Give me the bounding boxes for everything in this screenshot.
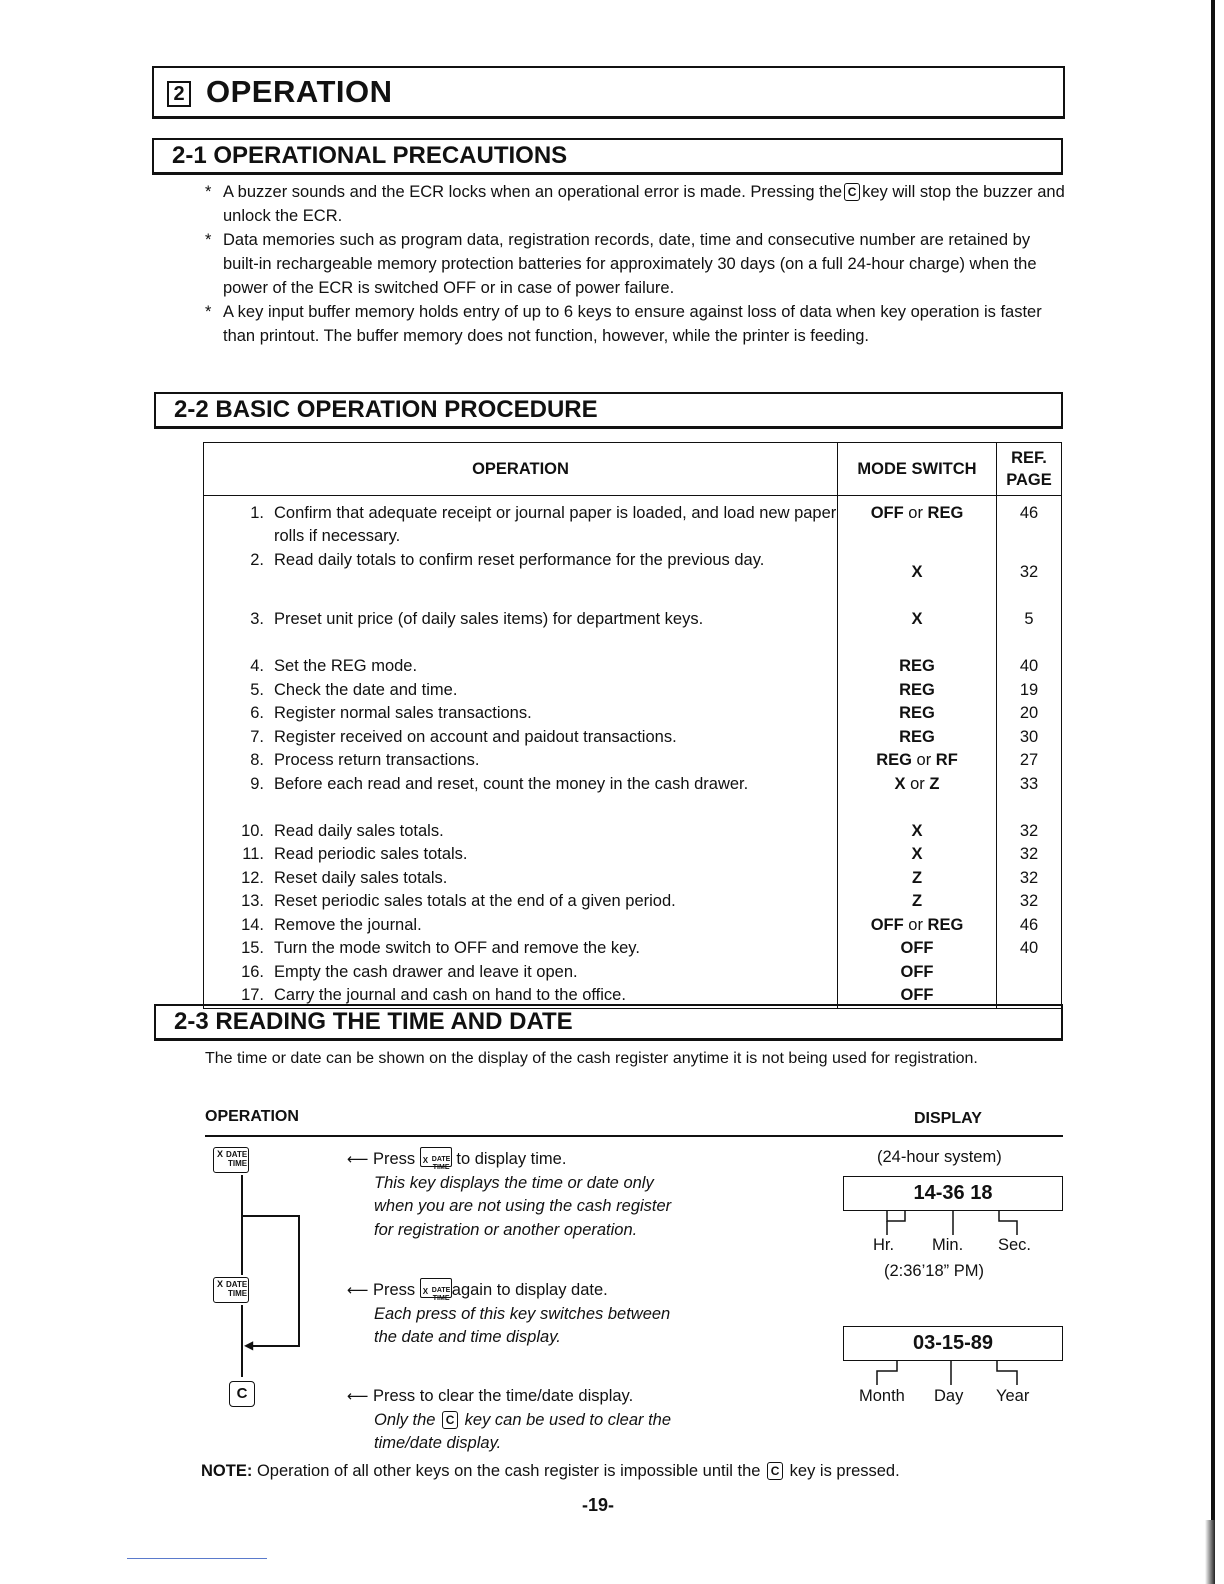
hour-label: Hr. bbox=[873, 1236, 895, 1254]
step-description: Set the REG mode. bbox=[272, 655, 838, 679]
step-description: Reset daily sales totals. bbox=[272, 867, 838, 891]
table-row bbox=[204, 655, 1062, 679]
mode-switch-value: OFF bbox=[838, 937, 997, 961]
date-time-key-icon bbox=[420, 1147, 452, 1171]
key-legend: TIME bbox=[432, 1164, 450, 1171]
mode-option: REG bbox=[927, 915, 964, 934]
mode-or: or bbox=[911, 751, 936, 769]
arrow-left-icon: ⟵ bbox=[347, 1388, 369, 1405]
table-row bbox=[204, 608, 1062, 655]
precaution-text: key will stop the buzzer and unlock the ECR. bbox=[223, 183, 1065, 225]
step-number: 12. bbox=[204, 867, 273, 891]
table-row bbox=[204, 890, 1062, 914]
c-key-icon: C bbox=[844, 183, 860, 201]
minute-label: Min. bbox=[932, 1236, 964, 1254]
step-note: key can be used to clear the time/date display. bbox=[374, 1410, 672, 1452]
step-number: 13. bbox=[204, 890, 273, 914]
ref-page-value: 30 bbox=[997, 726, 1062, 750]
divider bbox=[205, 1135, 1063, 1137]
step-number: 5. bbox=[204, 679, 273, 703]
date-time-key-icon bbox=[213, 1277, 249, 1303]
ref-page-value: 40 bbox=[997, 655, 1062, 679]
ref-page-value: 19 bbox=[997, 679, 1062, 703]
c-key-icon: C bbox=[767, 1462, 783, 1480]
step-text: again to display date. bbox=[451, 1281, 608, 1299]
mode-option: RF bbox=[935, 751, 958, 769]
table-row bbox=[204, 749, 1062, 773]
precautions-list bbox=[200, 180, 1065, 348]
table-row bbox=[204, 914, 1062, 938]
step-number: 9. bbox=[204, 773, 273, 820]
mode-switch-value: Z bbox=[838, 890, 997, 914]
month-label: Month bbox=[859, 1387, 905, 1405]
step-text: Press to clear the time/date display. bbox=[373, 1387, 634, 1405]
ref-page-value: 33 bbox=[997, 773, 1062, 820]
step-number: 6. bbox=[204, 702, 273, 726]
section-title: 2-1 OPERATIONAL PRECAUTIONS bbox=[172, 142, 568, 169]
col-ref-label: REF. bbox=[1011, 449, 1047, 467]
step-description: Read periodic sales totals. bbox=[272, 843, 838, 867]
step-text: Press bbox=[373, 1281, 416, 1299]
ref-page-value: 32 bbox=[997, 843, 1062, 867]
step-description: Turn the mode switch to OFF and remove the key. bbox=[272, 937, 838, 961]
ref-page-value bbox=[997, 961, 1062, 985]
col-operation: OPERATION bbox=[204, 443, 838, 496]
ref-page-value: 32 bbox=[997, 890, 1062, 914]
step-description: Confirm that adequate receipt or journal paper is loaded, and load new paper rolls if necessary. bbox=[272, 496, 838, 550]
date-display: 03-15-89 bbox=[843, 1326, 1063, 1361]
ref-page-value: 20 bbox=[997, 702, 1062, 726]
arrow-left-icon: ⟵ bbox=[347, 1151, 369, 1168]
section-header-2-1 bbox=[152, 138, 1063, 175]
page-number: -19- bbox=[582, 1495, 615, 1515]
step-number: 16. bbox=[204, 961, 273, 985]
table-row bbox=[204, 496, 1062, 550]
ref-page-value: 40 bbox=[997, 937, 1062, 961]
step-description: Empty the cash drawer and leave it open. bbox=[272, 961, 838, 985]
ref-page-value: 32 bbox=[997, 867, 1062, 891]
step-note: Each press of this key switches between the date and time display. bbox=[374, 1304, 671, 1346]
step-description: Reset periodic sales totals at the end of a given period. bbox=[272, 890, 838, 914]
mode-switch-value: OFF bbox=[838, 961, 997, 985]
key-legend: DATE bbox=[226, 1150, 248, 1159]
step-number: 11. bbox=[204, 843, 273, 867]
date-time-key-icon bbox=[213, 1147, 249, 1173]
mode-switch-value bbox=[838, 914, 997, 938]
arrow-left-icon: ⟵ bbox=[347, 1282, 369, 1299]
mode-option: Z bbox=[929, 774, 940, 793]
step-description: Check the date and time. bbox=[272, 679, 838, 703]
table-row bbox=[204, 867, 1062, 891]
ref-page-value: 46 bbox=[997, 914, 1062, 938]
step-text: Press bbox=[373, 1150, 416, 1168]
time-display: 14-36 18 bbox=[843, 1176, 1063, 1211]
section-header-2-3 bbox=[154, 1004, 1063, 1041]
table-row bbox=[204, 549, 1062, 608]
step-description: Remove the journal. bbox=[272, 914, 838, 938]
c-key-icon: C bbox=[442, 1411, 458, 1429]
table-row bbox=[204, 679, 1062, 703]
step-number: 3. bbox=[204, 608, 273, 655]
step-description: Before each read and reset, count the money in the cash drawer. bbox=[272, 773, 838, 820]
precaution-item: * A buzzer sounds and the ECR locks when an operational error is made. Pressing the C key will stop the buzzer and unlock the ECR. bbox=[205, 183, 1065, 225]
mode-switch-value: REG bbox=[838, 726, 997, 750]
col-mode-switch: MODE SWITCH bbox=[838, 443, 997, 496]
mode-or: or bbox=[903, 915, 928, 934]
second-label: Sec. bbox=[998, 1236, 1032, 1254]
key-legend: X bbox=[422, 1156, 429, 1165]
precaution-item: * A key input buffer memory holds entry of up to 6 keys to ensure against loss of data when key operation is faster than printout. The buffer memory does not function, however, while the printer is feeding. bbox=[205, 303, 1042, 345]
col-page-label: PAGE bbox=[1006, 471, 1052, 489]
table-row bbox=[204, 773, 1062, 820]
precaution-text: Data memories such as program data, registration records, date, time and consecutive number are retained by built-in rechargeable memory protection batteries for approximately 30 days (on a full 24-hour charge) when the power of the ECR is switched OFF or in case of power failure. bbox=[223, 231, 1037, 297]
display-heading: DISPLAY bbox=[914, 1110, 982, 1127]
step-description: Read daily sales totals. bbox=[272, 820, 838, 844]
step-description: Register normal sales transactions. bbox=[272, 702, 838, 726]
chapter-number: 2 bbox=[167, 81, 191, 107]
arrow-left-icon: ◀ bbox=[244, 1338, 254, 1352]
mode-option: X bbox=[894, 774, 906, 793]
ref-page-value: 5 bbox=[997, 608, 1062, 655]
ref-page-value: 46 bbox=[997, 496, 1062, 550]
page-edge-shadow bbox=[1205, 1520, 1215, 1584]
key-legend: TIME bbox=[432, 1295, 450, 1302]
key-legend: X bbox=[422, 1287, 429, 1296]
step-text: to display time. bbox=[456, 1150, 567, 1168]
precaution-text: A key input buffer memory holds entry of up to 6 keys to ensure against loss of data when key operation is faster than printout. The buffer memory does not function, however, while the printer is feeding. bbox=[223, 303, 1042, 345]
flow-line bbox=[298, 1215, 300, 1347]
step-display-date bbox=[347, 1278, 684, 1350]
step-note: This key displays the time or date only when you are not using the cash register for registration or another operation. bbox=[374, 1173, 672, 1239]
step-description: Preset unit price (of daily sales items) for department keys. bbox=[272, 608, 838, 655]
day-label: Day bbox=[934, 1387, 964, 1405]
mode-or: or bbox=[903, 504, 928, 522]
precaution-text: A buzzer sounds and the ECR locks when an operational error is made. Pressing the bbox=[223, 183, 843, 201]
table-row bbox=[204, 820, 1062, 844]
mode-switch-value: REG bbox=[838, 702, 997, 726]
step-clear-display bbox=[347, 1385, 714, 1456]
mode-switch-value: OFF bbox=[838, 984, 997, 1008]
date-display-brackets bbox=[843, 1361, 1063, 1387]
ref-page-value: 32 bbox=[997, 549, 1062, 608]
mode-switch-value: X bbox=[838, 608, 997, 655]
time-date-intro: The time or date can be shown on the display of the cash register anytime it is not being used for registration. bbox=[205, 1050, 978, 1067]
time-example: (2:36’18” PM) bbox=[884, 1262, 984, 1280]
mode-switch-value bbox=[838, 749, 997, 773]
note-text: key is pressed. bbox=[789, 1462, 900, 1480]
step-number: 10. bbox=[204, 820, 273, 844]
step-number: 14. bbox=[204, 914, 273, 938]
mode-option: REG bbox=[876, 751, 912, 769]
time-display-brackets bbox=[843, 1211, 1063, 1237]
mode-switch-value: X bbox=[838, 549, 997, 608]
ref-page-value: 27 bbox=[997, 749, 1062, 773]
step-description: Register received on account and paidout transactions. bbox=[272, 726, 838, 750]
step-number: 15. bbox=[204, 937, 273, 961]
mode-switch-value: REG bbox=[838, 679, 997, 703]
col-ref-page bbox=[997, 443, 1062, 496]
table-row bbox=[204, 702, 1062, 726]
mode-switch-value: REG bbox=[838, 655, 997, 679]
c-key-icon: C bbox=[229, 1381, 255, 1407]
note bbox=[201, 1462, 900, 1481]
mode-or: or bbox=[905, 774, 930, 793]
flow-line bbox=[241, 1305, 243, 1377]
flow-line bbox=[252, 1345, 300, 1347]
step-number: 2. bbox=[204, 549, 273, 608]
step-display-time bbox=[347, 1147, 674, 1242]
table-row bbox=[204, 843, 1062, 867]
step-number: 7. bbox=[204, 726, 273, 750]
mode-switch-value: X bbox=[838, 820, 997, 844]
chapter-title: OPERATION bbox=[206, 74, 393, 109]
key-legend: DATE bbox=[431, 1156, 451, 1163]
table-row bbox=[204, 961, 1062, 985]
key-legend: DATE bbox=[226, 1280, 248, 1289]
step-note: Only the bbox=[374, 1410, 436, 1429]
step-number: 8. bbox=[204, 749, 273, 773]
step-number: 4. bbox=[204, 655, 273, 679]
mode-option: REG bbox=[927, 504, 964, 522]
section-header-2-2 bbox=[154, 392, 1063, 429]
step-description: Read daily totals to confirm reset performance for the previous day. bbox=[272, 549, 838, 608]
mode-option: OFF bbox=[870, 504, 904, 522]
step-description: Carry the journal and cash on hand to the office. bbox=[272, 984, 838, 1008]
page-edge-bar bbox=[1211, 0, 1215, 1584]
step-number: 17. bbox=[204, 984, 273, 1008]
mode-option: OFF bbox=[870, 915, 904, 934]
year-label: Year bbox=[996, 1387, 1030, 1405]
note-text: Operation of all other keys on the cash register is impossible until the bbox=[256, 1462, 761, 1480]
section-title: 2-2 BASIC OPERATION PROCEDURE bbox=[174, 396, 598, 423]
mode-switch-value: X bbox=[838, 843, 997, 867]
key-legend: X bbox=[217, 1279, 224, 1289]
footer-rule bbox=[127, 1558, 267, 1559]
mode-switch-value bbox=[838, 496, 997, 550]
system-label: (24-hour system) bbox=[877, 1148, 1002, 1166]
date-time-key-icon bbox=[420, 1278, 452, 1302]
table-row bbox=[204, 937, 1062, 961]
precaution-item: * Data memories such as program data, registration records, date, time and consecutive number are retained by built-in rechargeable memory protection batteries for approximately 30 days (on a full 24-hour charge) when the power of the ECR is switched OFF or in case of power failure. bbox=[205, 231, 1037, 297]
note-label: NOTE: bbox=[201, 1462, 253, 1480]
operation-heading: OPERATION bbox=[205, 1108, 299, 1125]
flow-line bbox=[241, 1175, 243, 1275]
section-title: 2-3 READING THE TIME AND DATE bbox=[174, 1008, 573, 1035]
flow-line bbox=[241, 1215, 300, 1217]
key-legend: DATE bbox=[431, 1287, 451, 1294]
key-legend: TIME bbox=[228, 1159, 248, 1168]
table-row bbox=[204, 726, 1062, 750]
ref-page-value: 32 bbox=[997, 820, 1062, 844]
key-legend: TIME bbox=[228, 1289, 248, 1298]
mode-switch-value: Z bbox=[838, 867, 997, 891]
key-legend: X bbox=[217, 1149, 224, 1159]
chapter-header bbox=[152, 66, 1065, 119]
operation-table bbox=[203, 442, 1062, 1009]
step-description: Process return transactions. bbox=[272, 749, 838, 773]
step-number: 1. bbox=[204, 496, 273, 550]
mode-switch-value bbox=[838, 773, 997, 820]
